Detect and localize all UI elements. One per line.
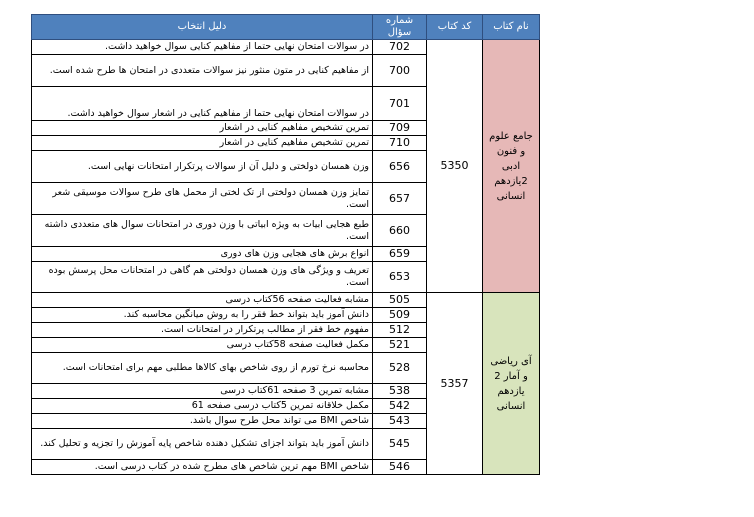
selection-reason: شاخص BMI مهم ترین شاخص های مطرح شده در کتاب درسی است. xyxy=(32,460,373,475)
selection-reason: طبع هجایی ابیات به ویژه ابیاتی با وزن دوری در امتحانات سوال های متعددی داشته است. xyxy=(32,215,373,247)
question-number: 543 xyxy=(373,414,427,429)
book-name-cell: جامع علوم و فنون ادبی 2یازدهم انسانی xyxy=(483,40,540,293)
selection-reason: تعریف و ویژگی های وزن همسان دولختی هم گاهی در امتحانات محل پرسش بوده است. xyxy=(32,262,373,293)
header-reason: دلیل انتخاب xyxy=(32,15,373,40)
question-number: 709 xyxy=(373,121,427,136)
selection-reason: انواع برش های هجایی وزن های دوری xyxy=(32,247,373,262)
selection-reason: در سوالات امتحان نهایی حتما از مفاهیم کنایی سوال خواهید داشت. xyxy=(32,40,373,55)
selection-reason: دانش آموز باید بتواند خط فقر را به روش میانگین محاسبه کند. xyxy=(32,308,373,323)
question-number: 538 xyxy=(373,384,427,399)
header-row xyxy=(32,15,540,40)
question-number: 702 xyxy=(373,40,427,55)
question-number: 710 xyxy=(373,136,427,151)
question-number: 505 xyxy=(373,293,427,308)
header-book-name: نام کتاب xyxy=(483,15,540,40)
question-selection-table xyxy=(31,14,540,475)
selection-reason: وزن همسان دولختی و دلیل آن از سوالات پرتکرار امتحانات نهایی است. xyxy=(32,151,373,183)
table-row xyxy=(32,40,540,55)
selection-reason: مفهوم خط فقر از مطالب پرتکرار در امتحانات است. xyxy=(32,323,373,338)
selection-reason: دانش آموز باید بتواند اجزای تشکیل دهنده شاخص پایه آموزش را تجزیه و تحلیل کند. xyxy=(32,429,373,460)
question-number: 657 xyxy=(373,183,427,215)
book-name-cell: آی ریاضی و آمار 2 یازدهم انسانی xyxy=(483,293,540,475)
selection-reason: مشابه تمرین 3 صفحه 61کتاب درسی xyxy=(32,384,373,399)
selection-reason: در سوالات امتحان نهایی حتما از مفاهیم کنایی در اشعار سوال خواهید داشت. xyxy=(32,87,373,121)
question-number: 528 xyxy=(373,353,427,384)
question-number: 542 xyxy=(373,399,427,414)
selection-reason: تمایز وزن همسان دولختی از تک لختی از محمل های طرح سوالات موسیقی شعر است. xyxy=(32,183,373,215)
selection-reason: شاخص BMI می تواند محل طرح سوال باشد. xyxy=(32,414,373,429)
question-number: 521 xyxy=(373,338,427,353)
selection-reason: مشابه فعالیت صفحه 56کتاب درسی xyxy=(32,293,373,308)
selection-reason: مکمل فعالیت صفحه 58کتاب درسی xyxy=(32,338,373,353)
question-number: 700 xyxy=(373,55,427,87)
selection-reason: مکمل خلاقانه تمرین 5کتاب درسی صفحه 61 xyxy=(32,399,373,414)
table-row xyxy=(32,293,540,308)
question-number: 545 xyxy=(373,429,427,460)
question-number: 660 xyxy=(373,215,427,247)
header-book-code: کد کتاب xyxy=(427,15,483,40)
question-number: 546 xyxy=(373,460,427,475)
selection-reason: تمرین تشخیص مفاهیم کنایی در اشعار xyxy=(32,121,373,136)
question-number: 653 xyxy=(373,262,427,293)
question-number: 512 xyxy=(373,323,427,338)
book-code-cell: 5357 xyxy=(427,293,483,475)
question-number: 656 xyxy=(373,151,427,183)
selection-reason: از مفاهیم کنایی در متون منثور نیز سوالات متعددی در امتحان ها طرح شده است. xyxy=(32,55,373,87)
question-number: 509 xyxy=(373,308,427,323)
question-number: 659 xyxy=(373,247,427,262)
header-question-number: شماره سؤال xyxy=(373,15,427,40)
book-code-cell: 5350 xyxy=(427,40,483,293)
selection-reason: تمرین تشخیص مفاهیم کنایی در اشعار xyxy=(32,136,373,151)
selection-reason: محاسبه نرخ تورم از روی شاخص بهای کالاها مطلبی مهم برای امتحانات است. xyxy=(32,353,373,384)
question-number: 701 xyxy=(373,87,427,121)
